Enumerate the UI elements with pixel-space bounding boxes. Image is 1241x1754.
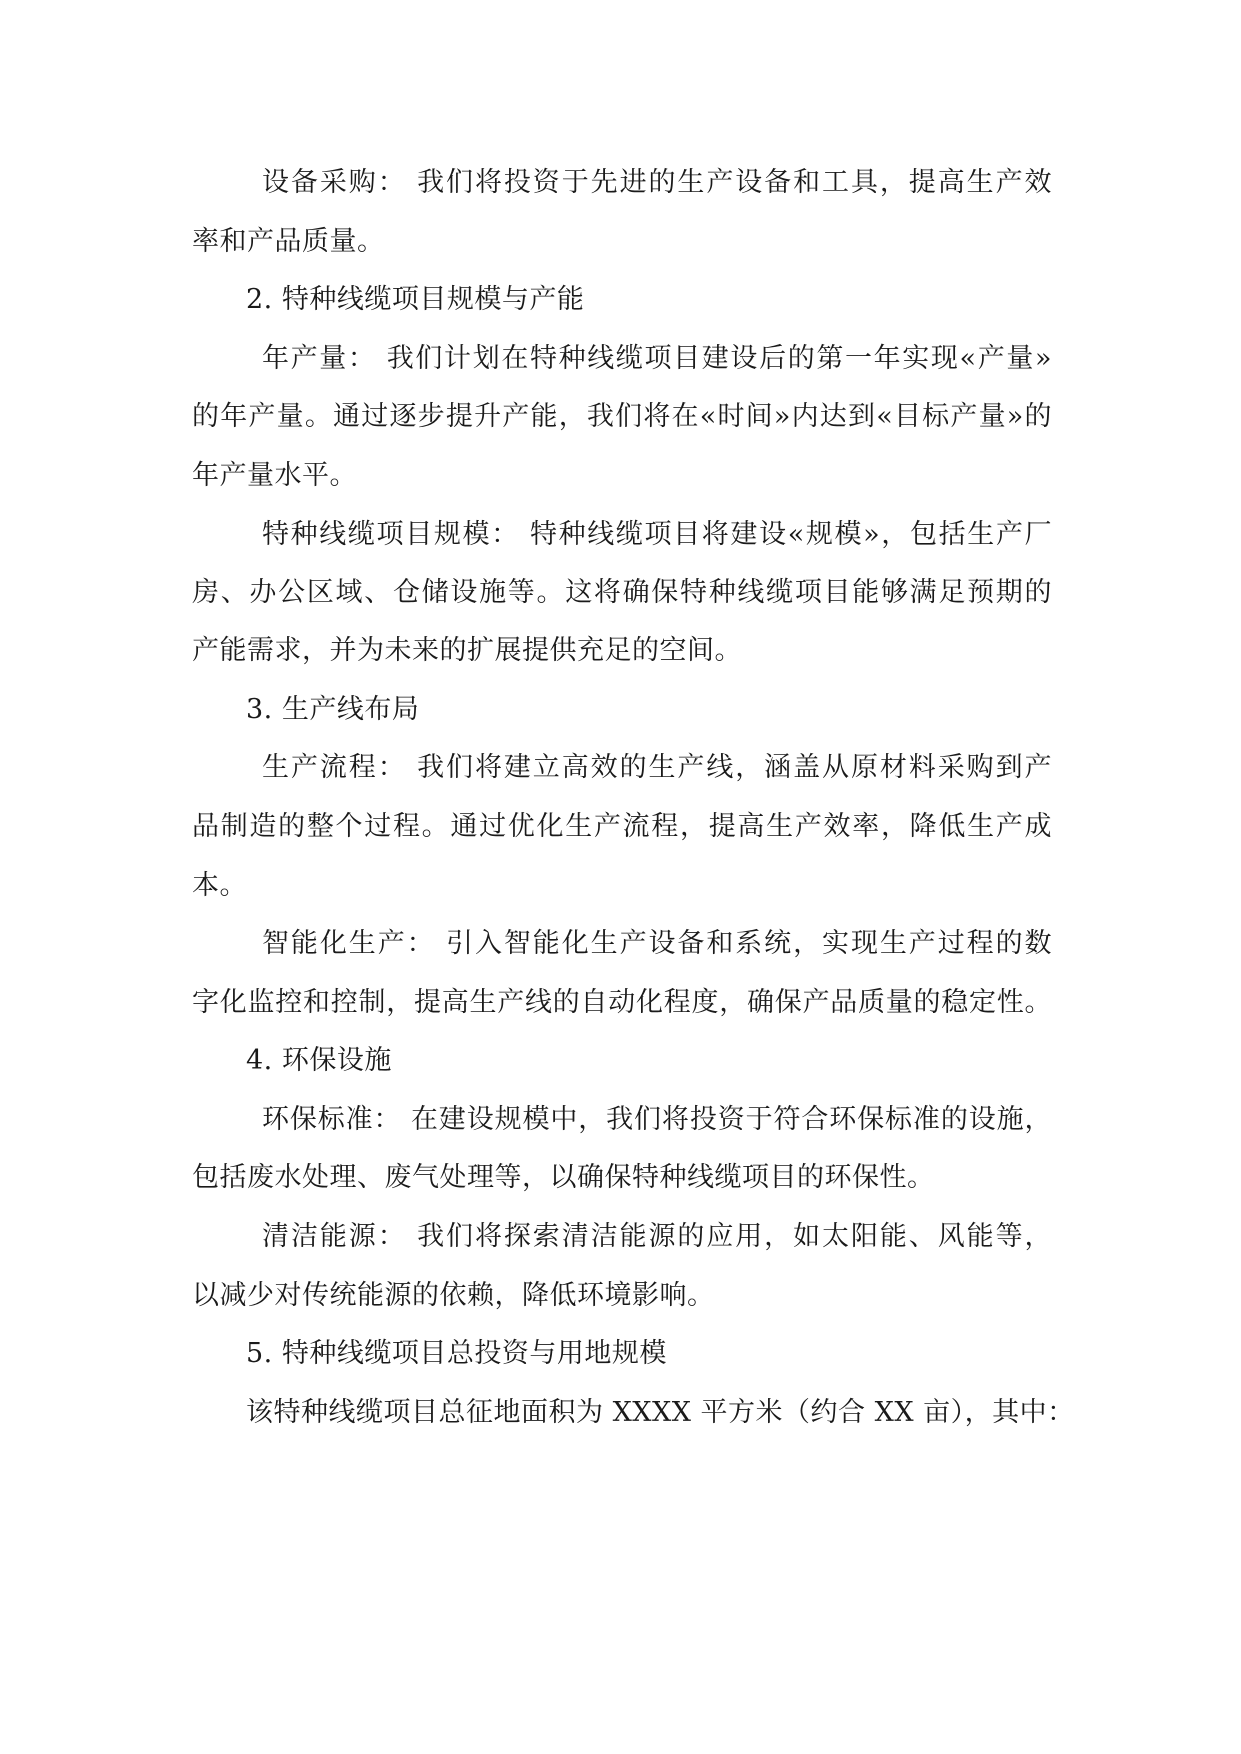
paragraph-production-flow-line-2: 品制造的整个过程。通过优化生产流程，提高生产效率，降低生产成 [192,811,1052,842]
paragraph-annual-output-line-2: 的年产量。通过逐步提升产能，我们将在«时间»内达到«目标产量»的 [192,401,1052,432]
section-heading-4: 4. 环保设施 [246,1045,392,1076]
paragraph-equipment-line-1: 设备采购： 我们将投资于先进的生产设备和工具，提高生产效 [262,167,1052,198]
paragraph-env-standard-line-1: 环保标准： 在建设规模中，我们将投资于符合环保标准的设施， [262,1104,1052,1135]
paragraph-project-scale-line-3: 产能需求，并为未来的扩展提供充足的空间。 [192,635,742,666]
section-heading-2: 2. 特种线缆项目规模与产能 [246,284,585,315]
paragraph-annual-output-line-3: 年产量水平。 [192,460,357,491]
paragraph-smart-production-line-1: 智能化生产： 引入智能化生产设备和系统，实现生产过程的数 [262,928,1052,959]
paragraph-equipment-line-2: 率和产品质量。 [192,226,385,257]
paragraph-production-flow-line-3: 本。 [192,870,247,901]
paragraph-clean-energy-line-2: 以减少对传统能源的依赖，降低环境影响。 [192,1280,715,1311]
paragraph-annual-output-line-1: 年产量： 我们计划在特种线缆项目建设后的第一年实现«产量» [262,343,1052,374]
paragraph-land-area-line-1: 该特种线缆项目总征地面积为 XXXX 平方米（约合 XX 亩），其中： [246,1397,1075,1428]
paragraph-env-standard-line-2: 包括废水处理、废气处理等，以确保特种线缆项目的环保性。 [192,1162,935,1193]
paragraph-project-scale-line-2: 房、办公区域、仓储设施等。这将确保特种线缆项目能够满足预期的 [192,577,1052,608]
paragraph-clean-energy-line-1: 清洁能源： 我们将探索清洁能源的应用，如太阳能、风能等， [262,1221,1052,1252]
paragraph-smart-production-line-2: 字化监控和控制，提高生产线的自动化程度，确保产品质量的稳定性。 [192,987,1052,1018]
section-heading-3: 3. 生产线布局 [246,694,420,725]
paragraph-project-scale-line-1: 特种线缆项目规模： 特种线缆项目将建设«规模»，包括生产厂 [262,519,1052,550]
paragraph-production-flow-line-1: 生产流程： 我们将建立高效的生产线，涵盖从原材料采购到产 [262,752,1052,783]
section-heading-5: 5. 特种线缆项目总投资与用地规模 [246,1338,667,1369]
